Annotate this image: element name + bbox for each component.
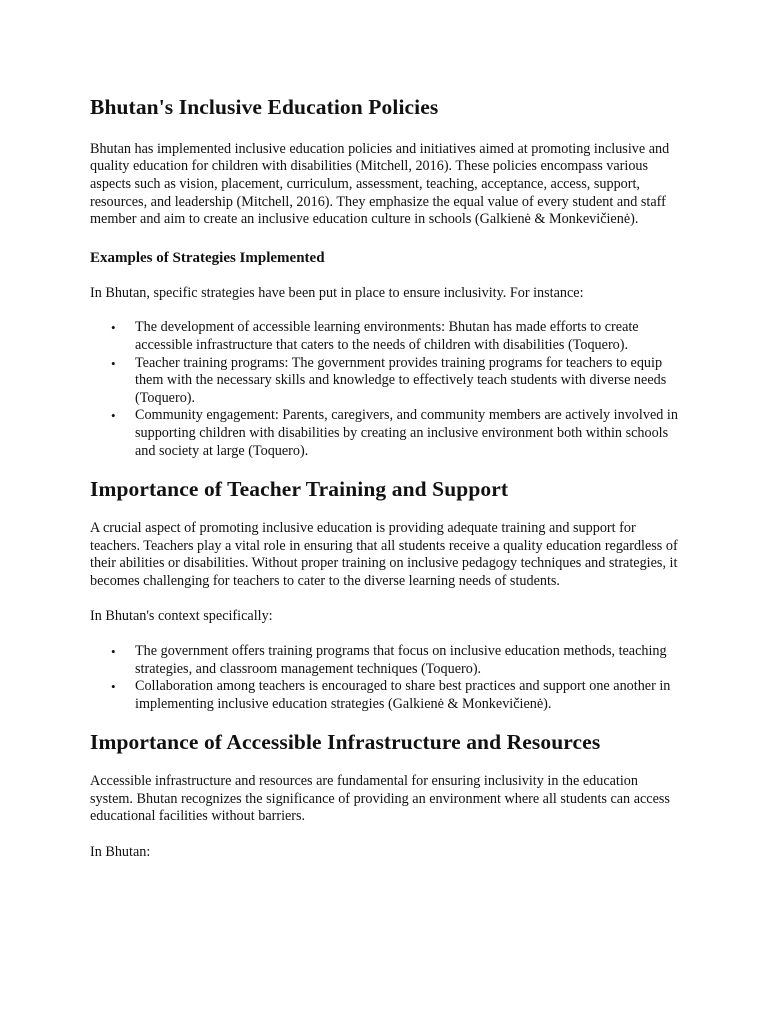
teacher-training-list xyxy=(90,643,680,713)
section-heading-teacher-training: Importance of Teacher Training and Support xyxy=(90,477,509,502)
section-heading-inclusive-policies: Bhutan's Inclusive Education Policies xyxy=(90,95,439,119)
paragraph-teacher-training-lead: In Bhutan's context specifically: xyxy=(90,608,273,625)
list-item: • Collaboration among teachers is encouraged to share best practices and support one another in implementing inclusive education strategies (Galkienė & Monkevičienė). xyxy=(135,678,680,713)
list-item: • Teacher training programs: The government provides training programs for teachers to equip them with the necessary skills and knowledge to effectively teach students with diverse needs (Toquero). xyxy=(135,355,680,408)
list-item: • Community engagement: Parents, caregivers, and community members are actively involved in supporting children with disabilities by creating an inclusive environment both within schools and society at large (Toquero). xyxy=(135,407,680,460)
paragraph-policies-intro: Bhutan has implemented inclusive education policies and initiatives aimed at promoting inclusive and quality education for children with disabilities (Mitchell, 2016). These policies encompass various aspects such as vision, placement, curriculum, assessment, teaching, acceptance, access, support, resources, and leadership (Mitchell, 2016). They emphasize the equal value of every student and staff member and aim to create an inclusive education culture in schools (Galkienė & Monkevičienė). xyxy=(90,140,670,228)
list-item: • The government offers training programs that focus on inclusive education methods, teaching strategies, and classroom management techniques (Toquero). xyxy=(135,643,680,678)
strategies-list xyxy=(90,319,680,460)
paragraph-infrastructure-lead: In Bhutan: xyxy=(90,844,151,861)
document-body xyxy=(90,90,680,862)
paragraph-strategies-lead: In Bhutan, specific strategies have been put in place to ensure inclusivity. For instance: xyxy=(90,284,584,301)
list-item: • The development of accessible learning environments: Bhutan has made efforts to create accessible infrastructure that caters to the needs of children with disabilities (Toquero). xyxy=(135,319,680,354)
paragraph-teacher-training-intro: A crucial aspect of promoting inclusive education is providing adequate training and support for teachers. Teachers play a vital role in ensuring that all students receive a quality education regardless of their abilities or disabilities. Without proper training on inclusive pedagogy techniques and strategies, it becomes challenging for teachers to cater to the diverse learning needs of students. xyxy=(90,520,678,589)
section-heading-accessible-infrastructure: Importance of Accessible Infrastructure and Resources xyxy=(90,730,601,755)
paragraph-infrastructure-intro: Accessible infrastructure and resources are fundamental for ensuring inclusivity in the education system. Bhutan recognizes the significance of providing an environment where all students can access educational facilities without barriers. xyxy=(90,773,670,825)
subheading-strategies: Examples of Strategies Implemented xyxy=(90,249,325,266)
